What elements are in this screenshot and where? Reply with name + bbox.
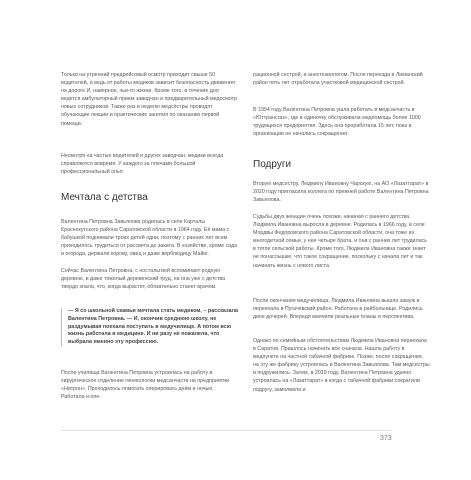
paragraph: Судьбы двух женщин очень похожи, начиная с раннего детства. Людмила Ивановна выросла в деревне. Родилась в 1966 году, в селе Мордвы Федоровского района Саратовской области, она тоже из многодетной семьи, у нее четыре брата, и она с ранних лет трудилась в тягле сельской работы. Кроме того, Людмила Ивановна также знает не понаслышке, что такое сокращение, поскольку с начала лет и так начинать жизнь с нового листа. [253,214,427,269]
paragraph: Однако по семейным обстоятельствам Людмила Ивановна переехала в Саратов. Пришлось начинать все сначала. Нашла работу в медпункте на частной табачной фабрике. Позже, после сокращения, на эту же фабрику устроилась и Валентина Завьялова. Там медсестры и подружились. Затем, в 2019 году, Валентина Петровна удачно устроилась на «Лазаттарат» в когда с табачной фабрики сократили подругу, замолвила и [253,338,430,393]
paragraph: После училища Валентина Петровна устроилась на работу в хирургическое отделение гинекологии медсанчасти на предприятии «Нитрон». Проходилось помогать оперировать днём и ночью. Работала и опе- [61,370,230,401]
paragraph: Только на утренний предрейсовый осмотр приходит свыше 50 водителей, а ведь от работы медиков зависит безопасность движения на дороге И, наверное, чьи-то жизни. Кроме того, в течение дня ведется амбулаторный прием заводчан и предварительный медосмотр новых сотрудников. Также раз в неделю медсёстры проводят обучающие лекции и практические занятия по оказанию первой помощи. [61,72,238,127]
pull-quote [61,308,238,347]
paragraph: Вторую медсестру, Людмилу Ивановну Чарскую, на АО «Лазаттарат» в 2020 году пригласила коллега по прежней работе Валентина Петровна Завьялова. [253,181,429,204]
page-number: 373 [380,435,392,442]
paragraph: Несмотря на частые водителей и других заводчан, медики всегда справляются вовремя. У каждого за плечами большой профессиональный опыт. [61,153,224,176]
footer-divider [61,430,391,431]
paragraph: В 1994 году Валентина Петровна ушла работать в медсанчасть в «Юттрансгаз», где в одиночку обслуживала медпомощь более 1000 трудящихся предприятия. Здесь она проработала 15 лет, пока в организации не начались сокращения. [253,107,421,138]
quote-text: — Я со школьной скамьи мечтала стать медиком, – рассказала Валентина Петровна. — И, окончив среднюю школу, не раздумывая поехала поступать в медучилище. А потом всю жизнь работала в медицине. И ни разу не пожалела, что выбрала именно эту профессию. [68,308,238,346]
paragraph: Валентина Петровна Завьялова родилась в селе Карталы Краснокутского района Саратовской области в 1964 году. Её мама с бабушкой поднимали троих детей одни, поэтому с ранних лет всем приходилось трудиться от рассвета до заката. В хозяйстве, кроме сада и огорода, держали корову, овец и даже верблюдицу Майю. [61,219,238,258]
paragraph: рационной сестрой, и анестезиологом. После переезда в Лиманский район пять лет отработала участковой медицинской сестрой. [253,72,423,87]
section-heading: Подруги [253,159,292,170]
paragraph: Сейчас Валентина Петровна, с ностальгией вспоминает родную деревню, и даже тяжелый деревенский труд, на она уже с детства твердо знала, что, когда вырастет, обязательно станет врачом. [61,268,226,291]
section-heading: Мечтала с детства [61,192,148,203]
paragraph: После окончания медучилища, Людмила Ивановна вышла замуж и переехала в Пугачевский район. Работала в райбольнице. Родились двое дочерей. Впереди маячили реальные планы и перспектива. [253,298,423,321]
